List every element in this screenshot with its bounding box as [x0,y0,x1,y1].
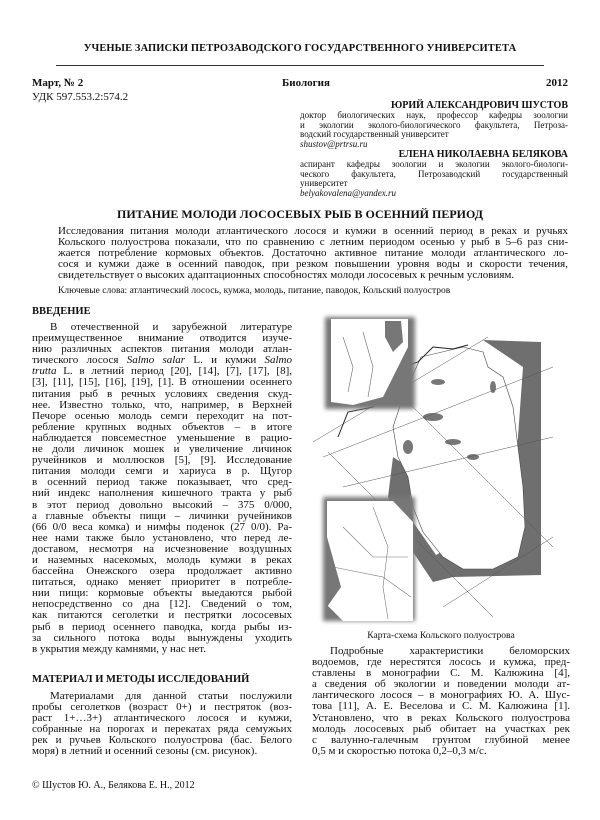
text-line: пробы сеголетков (возраст 0+) и пестряток (воз- [32,701,292,714]
text-line: рек и ручьев Кольского полуострова (бас. Белого [32,734,292,747]
text-line: а главные объекты пищи – личинки ручейников [32,509,292,522]
text-line: за сильного потока воды вынуждены уходить [32,631,292,644]
text-line: а сведения об экологии и поведении молоди ат- [312,678,570,691]
text-line: непосредственно со дна [12]. Сведений о том, [32,598,292,611]
text-line: собранные на порогах и перекатах ряда семужьих [32,723,292,736]
udk-code: УДК 597.553.2:574.2 [32,91,129,103]
latin-species-name: Salmo [264,354,292,367]
header-rule [56,65,544,66]
text-line: Кольского полуострова показали, что по сравнению с летним периодом осенью у рыб в 5–6 раз сни- [58,236,568,248]
text-segment: тического лосося [32,354,127,367]
journal-title: УЧЕНЫЕ ЗАПИСКИ ПЕТРОЗАВОДСКОГО ГОСУДАРСТВЕННОГО УНИВЕРСИТЕТА [83,43,517,54]
text-line: питаться, однако меняет приоритет в потребле- [32,576,292,589]
text-line: сося и кумжи даже в осенний паводок, при резком повышении уровня воды и скорости течения, [58,258,568,270]
authors-block [300,100,568,198]
text-segment: L. в летний период [20], [14], [7], [17], [8], [56,365,292,378]
text-line: как питаются сеголетки и пестрятки лососевых [32,609,292,622]
methods-body [32,691,292,758]
text-line: наблюдается повсеместное уменьшение в рацио- [32,431,292,444]
author-name: ЮРИЙ АЛЕКСАНДРОВИЧ ШУСТОВ [390,100,568,111]
author-affiliation: и экологии эколого-биологического факультета, Петроза- [300,119,568,130]
author-affiliation: ческого факультета, Петрозаводский государственный [300,168,568,179]
text-line: молодь лососевых рыб обитает на участках рек [312,722,570,735]
text-line: с валунно-галечным грунтом глубиной менее [312,733,570,746]
text-line: лантического лосося – в монографиях Ю. А. Шус- [312,689,570,702]
text-line: нии пищи: кормовые объекты выедаются рыбой [32,587,292,600]
text-line: Подробные характеристики беломорских [330,645,570,657]
author-affiliation: университет [300,178,348,188]
right-column-body [312,646,570,757]
intro-body [32,322,292,655]
article-title: ПИТАНИЕ МОЛОДИ ЛОСОСЕВЫХ РЫБ В ОСЕННИЙ ПЕРИОД [117,207,483,221]
abstract [58,226,568,281]
text-line: ний индекс наполнения кишечного тракта у рыб [32,487,292,500]
text-line: жается потребление кормовых объектов. Достаточно активное питание молоди атлантического ло- [58,247,568,259]
text-line: [3], [11], [15], [16], [19], [1]. В отношении осеннего [32,376,292,389]
text-line: питания молоди семги и хариуса в р. Щугор [32,465,292,478]
text-line: рыб в период осеннего паводка, когда рыбы из- [32,620,292,633]
text-line: (66 0/0 веса комка) и нимфы поденок (27 0/0). Ра- [32,520,292,533]
text-line: В отечественной и зарубежной литературе [50,321,292,333]
copyright: © Шустов Ю. А., Белякова Е. Н., 2012 [32,780,195,791]
text-line: нее. Известно только, что, например, в Верхней [32,398,292,411]
text-line: доставом, несмотря на исчезновение воздушных [32,542,292,555]
text-line: раст 1+…3+) атлантического лосося и кумжи, [32,712,292,725]
author-affiliation: водский государственный университет [300,129,449,139]
inset-map-south [323,497,415,621]
intro-heading: ВВЕДЕНИЕ [32,306,91,317]
figure-caption: Карта-схема Кольского полуострова [367,630,515,641]
author-name: ЕЛЕНА НИКОЛАЕВНА БЕЛЯКОВА [398,149,568,160]
text-line: в укрытия между камнями, у нас нет. [32,642,206,655]
text-line: Исследования питания молоди атлантического лосося и кумжи в осенний период в реках и ручьях [58,225,568,237]
text-line: това [11], А. Е. Веселова и С. М. Калюжина [1]. [312,700,570,713]
text-line: водоемов, где нерестятся лосось и кумжа, пред- [312,656,570,669]
text-line: 0,5 м и скоростью потока 0,2–0,3 м/с. [312,744,487,757]
text-line: ставлены в монографии С. М. Калюжина [4], [312,667,570,680]
text-line: Печоре осенью молодь семги переходит на пот- [32,409,292,422]
text-line: в этот период довольно высокий – 375 0/000, [32,498,292,511]
text-line: свидетельствует о высоких адаптационных способностях молоди лососевых к речным условиям. [58,269,515,281]
text-line: не доли личинок мошек и увеличение личинок [32,443,292,456]
author-email[interactable]: shustov@prtrsu.ru [300,138,368,149]
text-line: Установлено, что в реках Кольского полуострова [312,711,570,724]
keywords: Ключевые слова: атлантический лосось, кумжа, молодь, питание, паводок, Кольский полуостров [58,286,451,296]
kola-peninsula-map [313,307,575,625]
text-line: в осенний период также показывает, что сред- [32,476,292,489]
author-email[interactable]: belyakovalena@yandex.ru [300,187,396,198]
issue-label: Март, № 2 [32,77,84,89]
methods-heading: МАТЕРИАЛ И МЕТОДЫ ИССЛЕДОВАНИЙ [32,674,250,685]
text-segment: L. и кумжи [185,354,265,367]
text-line: преимущественное внимание отводится изуче- [32,332,292,345]
year-label: 2012 [546,77,568,89]
latin-species-name: trutta [32,365,57,378]
text-line: питания рыб в речных условиях сведения скуд- [32,387,292,400]
text-line: ручейников и моллюсков [5], [9]. Исследование [32,454,292,467]
text-line: нее нами также было установлено, что перед ле- [32,531,292,544]
text-line: бассейна Онежского озера продолжает активно [32,565,292,578]
text-line: Материалами для данной статьи послужили [50,690,292,702]
author-affiliation: доктор биологических наук, профессор кафедры зоологии [300,110,568,120]
text-line: и наземных насекомых, молодь кумжи в реках [32,553,292,566]
text-line: моря) в летний и осенний сезоны (см. рисунок). [32,745,258,758]
latin-species-name: Salmo salar [126,354,186,367]
text-line: нию различных аспектов питания молоди атлан- [32,343,292,356]
section-label: Биология [282,77,330,89]
author-affiliation: аспирант кафедры зоологии и экологии эколого-биологи- [300,159,568,169]
inset-map-north [325,317,415,409]
text-line: ребление крупных водных объектов – в итоге [32,420,292,433]
